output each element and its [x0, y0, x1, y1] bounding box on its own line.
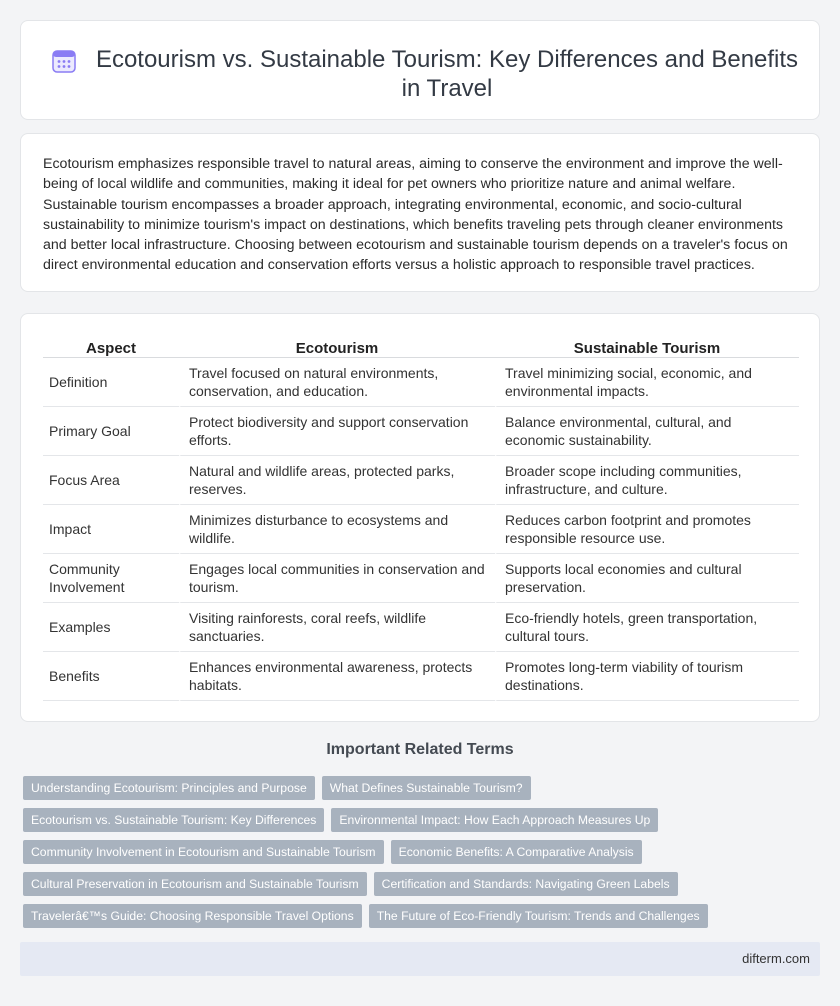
title-wrap — [51, 45, 799, 103]
calendar-icon — [51, 48, 77, 74]
related-terms-list — [23, 776, 823, 936]
comparison-card — [20, 313, 820, 722]
ecotourism-cell: Engages local communities in conservation and tourism. — [179, 554, 495, 603]
related-term-tag[interactable]: Certification and Standards: Navigating Green Labels — [374, 872, 678, 896]
header-aspect: Aspect — [43, 334, 179, 358]
aspect-cell: Community Involvement — [43, 554, 179, 603]
aspect-cell: Examples — [43, 603, 179, 652]
related-term-tag[interactable]: Understanding Ecotourism: Principles and Purpose — [23, 776, 315, 800]
sustainable-cell: Balance environmental, cultural, and economic sustainability. — [495, 407, 799, 456]
tag-row — [23, 776, 823, 800]
aspect-cell: Impact — [43, 505, 179, 554]
related-term-tag[interactable]: What Defines Sustainable Tourism? — [322, 776, 531, 800]
ecotourism-cell: Enhances environmental awareness, protects habitats. — [179, 652, 495, 701]
table-row — [43, 505, 799, 554]
table-row — [43, 603, 799, 652]
sustainable-cell: Broader scope including communities, infrastructure, and culture. — [495, 456, 799, 505]
sustainable-cell: Promotes long-term viability of tourism destinations. — [495, 652, 799, 701]
intro-card — [20, 133, 820, 292]
related-term-tag[interactable]: Travelerâ€™s Guide: Choosing Responsible Travel Options — [23, 904, 362, 928]
related-term-tag[interactable]: Ecotourism vs. Sustainable Tourism: Key Differences — [23, 808, 324, 832]
ecotourism-cell: Visiting rainforests, coral reefs, wildlife sanctuaries. — [179, 603, 495, 652]
related-term-tag[interactable]: Community Involvement in Ecotourism and Sustainable Tourism — [23, 840, 384, 864]
tag-row — [23, 808, 823, 832]
tag-row — [23, 904, 823, 928]
table-header-row — [43, 334, 799, 358]
related-term-tag[interactable]: The Future of Eco-Friendly Tourism: Trends and Challenges — [369, 904, 708, 928]
header-card — [20, 20, 820, 120]
sustainable-cell: Supports local economies and cultural preservation. — [495, 554, 799, 603]
aspect-cell: Primary Goal — [43, 407, 179, 456]
table-row — [43, 456, 799, 505]
footer — [20, 942, 820, 976]
related-term-tag[interactable]: Economic Benefits: A Comparative Analysis — [391, 840, 642, 864]
ecotourism-cell: Protect biodiversity and support conservation efforts. — [179, 407, 495, 456]
aspect-cell: Focus Area — [43, 456, 179, 505]
related-term-tag[interactable]: Environmental Impact: How Each Approach Measures Up — [331, 808, 658, 832]
table-row — [43, 652, 799, 701]
tag-row — [23, 840, 823, 864]
ecotourism-cell: Natural and wildlife areas, protected parks, reserves. — [179, 456, 495, 505]
table-row — [43, 554, 799, 603]
comparison-table — [43, 334, 799, 701]
footer-site-link[interactable]: difterm.com — [742, 951, 810, 966]
aspect-cell: Benefits — [43, 652, 179, 701]
tag-row — [23, 872, 823, 896]
header-sustainable-tourism: Sustainable Tourism — [495, 334, 799, 358]
related-terms-heading: Important Related Terms — [326, 741, 514, 758]
table-row — [43, 358, 799, 407]
sustainable-cell: Reduces carbon footprint and promotes responsible resource use. — [495, 505, 799, 554]
aspect-cell: Definition — [43, 358, 179, 407]
intro-paragraph: Ecotourism emphasizes responsible travel to natural areas, aiming to conserve the environment and improve the well-being of local wildlife and communities, making it ideal for pet owners who prioritize nature and animal welfare. Sustainable tourism encompasses a broader approach, integrating environmental, economic, and socio-cultural sustainability to minimize tourism's impact on destinations, which benefits traveling pets through cleaner environments and better local infrastructure. Choosing between ecotourism and sustainable tourism depends on a traveler's focus on direct environmental education and conservation efforts versus a holistic approach to responsible travel practices. — [43, 156, 788, 274]
page-title: Ecotourism vs. Sustainable Tourism: Key Differences and Benefits in Travel — [95, 46, 799, 102]
sustainable-cell: Eco-friendly hotels, green transportation, cultural tours. — [495, 603, 799, 652]
ecotourism-cell: Travel focused on natural environments, conservation, and education. — [179, 358, 495, 407]
sustainable-cell: Travel minimizing social, economic, and environmental impacts. — [495, 358, 799, 407]
table-row — [43, 407, 799, 456]
related-term-tag[interactable]: Cultural Preservation in Ecotourism and Sustainable Tourism — [23, 872, 367, 896]
ecotourism-cell: Minimizes disturbance to ecosystems and wildlife. — [179, 505, 495, 554]
header-ecotourism: Ecotourism — [179, 334, 495, 358]
